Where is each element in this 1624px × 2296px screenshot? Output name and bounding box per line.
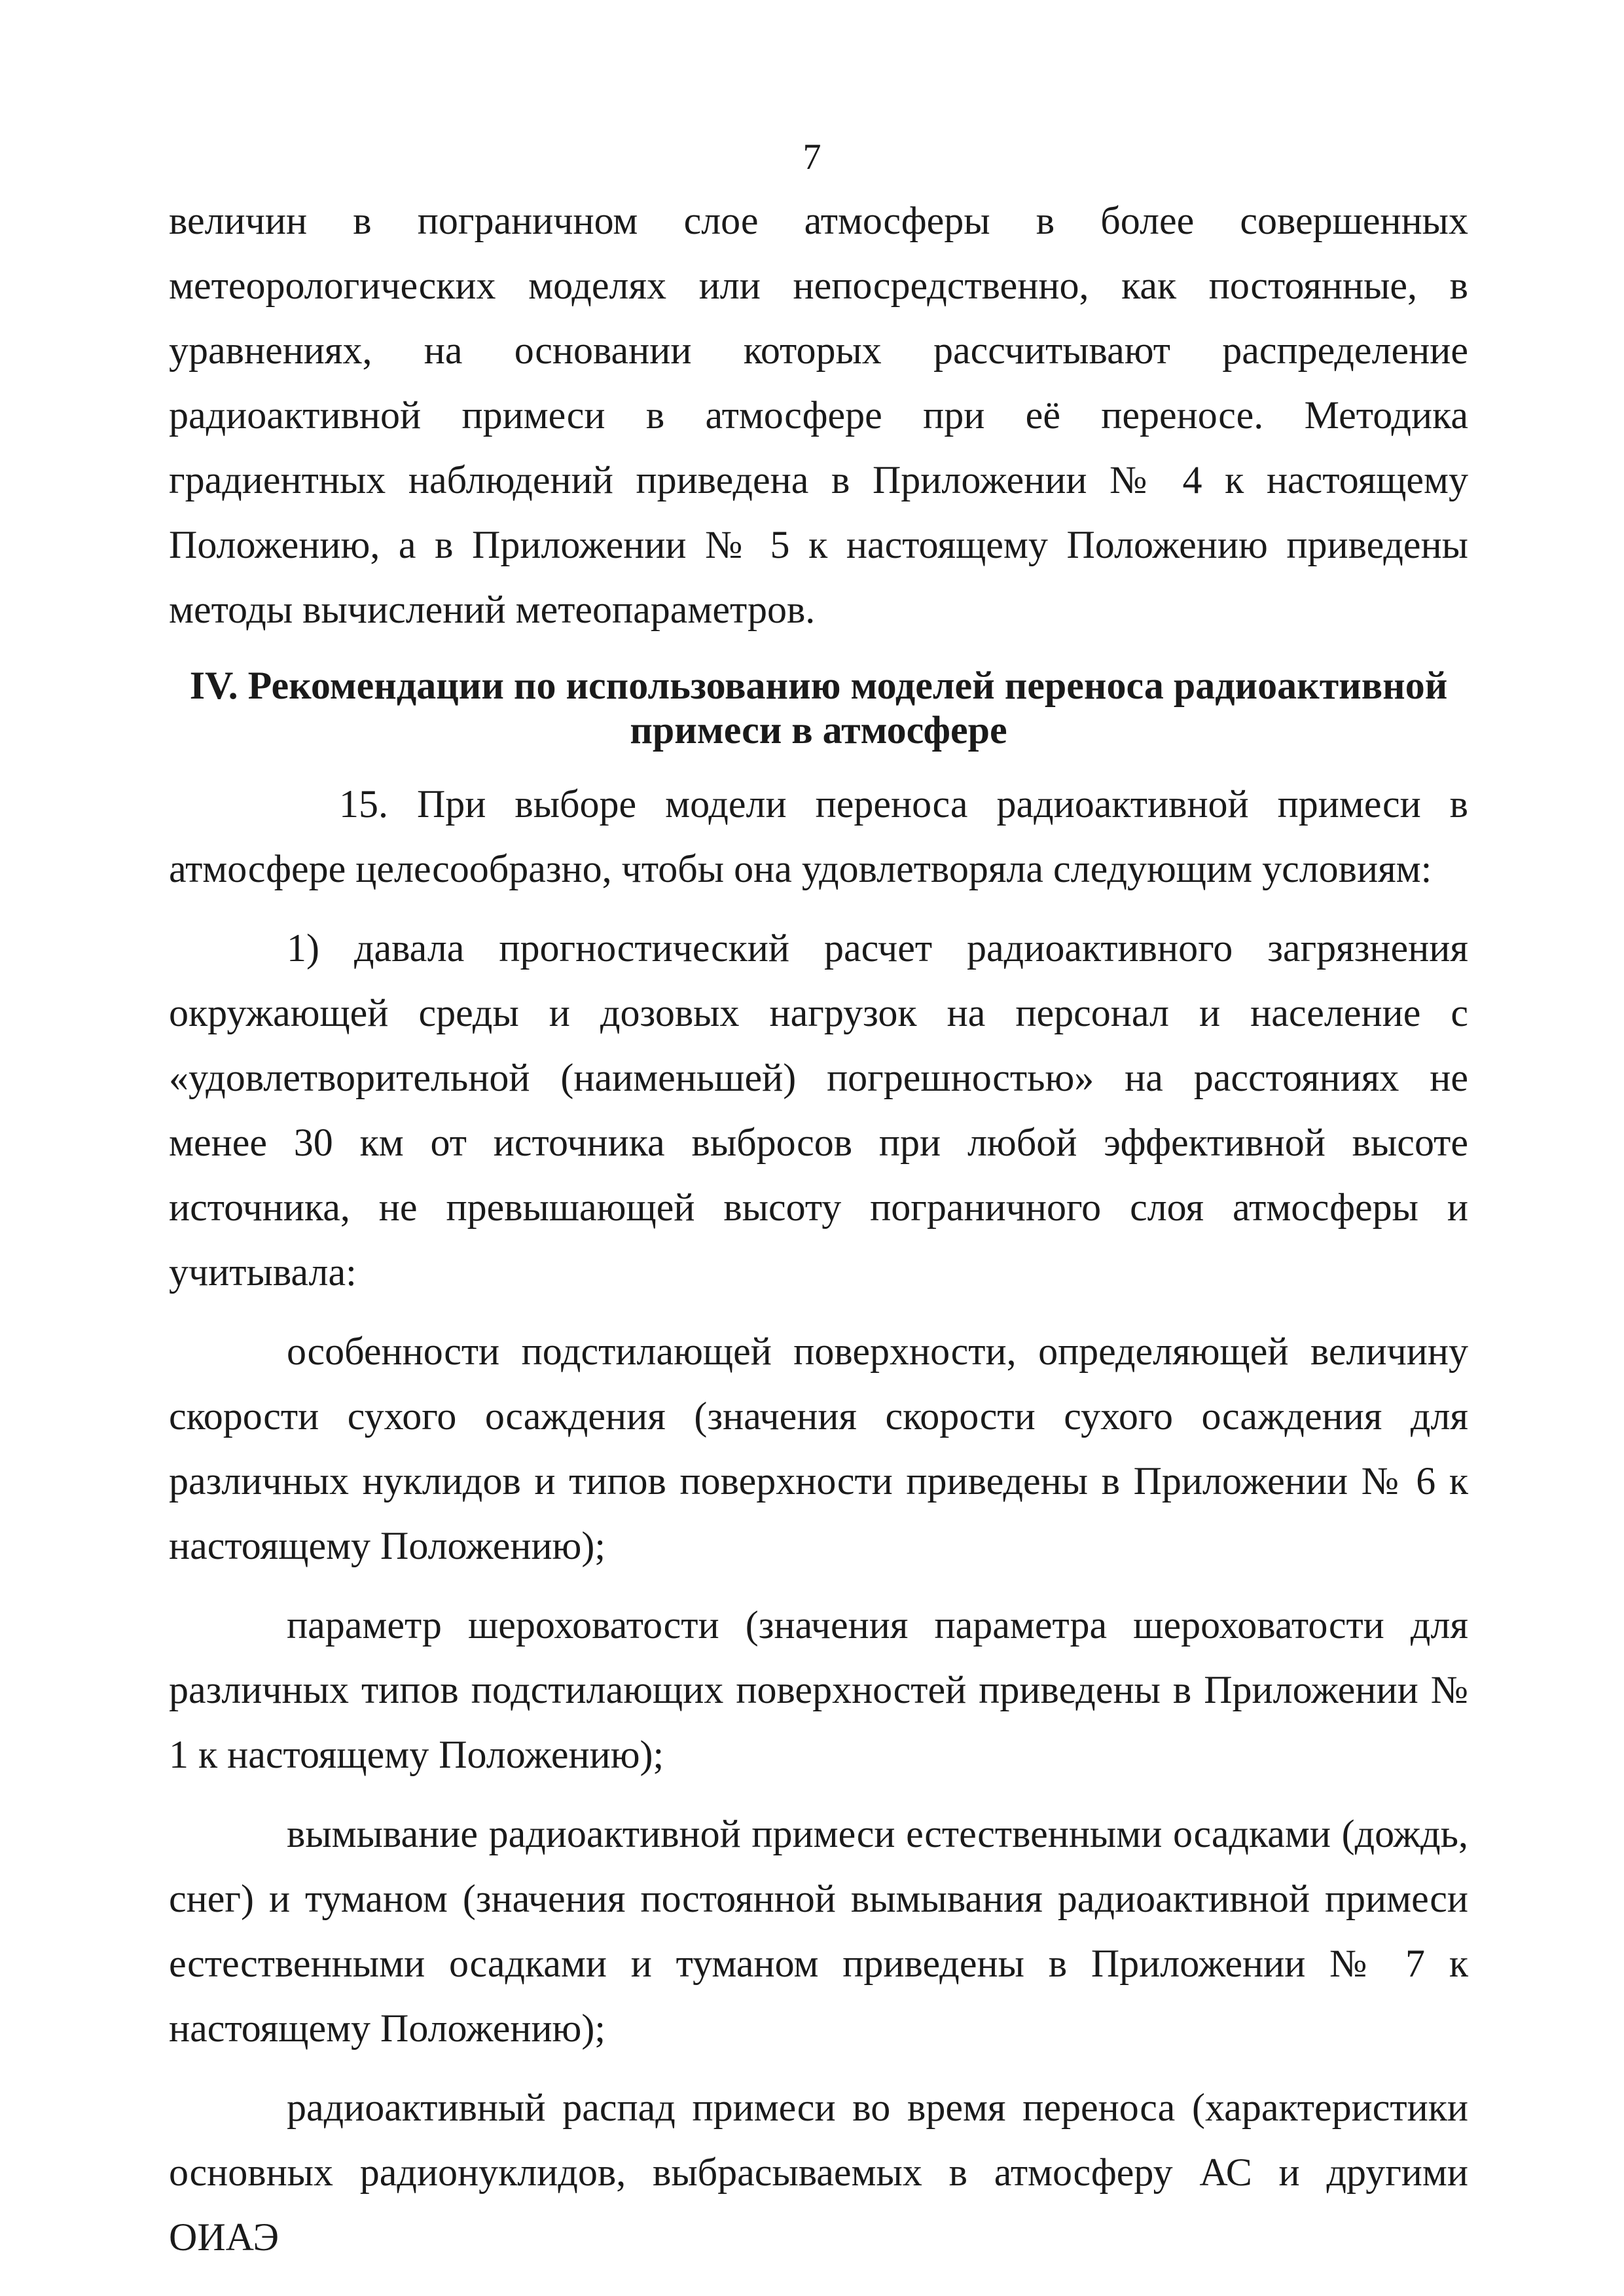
section-heading-line-2: примеси в атмосфере: [630, 708, 1007, 752]
sub-item-decay: радиоактивный распад примеси во время переноса (характеристики основных радионуклидов, выбрасываемых в атмосферу АС и другими ОИАЭ: [169, 2086, 1468, 2259]
section-heading: [169, 663, 1468, 752]
sub-item-washout: вымывание радиоактивной примеси естественными осадками (дождь, снег) и туманом (значения постоянной вымывания радиоактивной примеси естественными осадками и туманом приведены в Приложении № 7 к настоящему Положению);: [169, 1812, 1468, 2050]
sub-item-roughness: параметр шероховатости (значения параметра шероховатости для различных типов подстилающих поверхностей приведены в Приложении № 1 к настоящему Положению);: [169, 1603, 1468, 1776]
list-item-1: 1) давала прогностический расчет радиоактивного загрязнения окружающей среды и дозовых нагрузок на персонал и население с «удовлетворительной (наименьшей) погрешностью» на расстояниях не менее 30 км от источника выбросов при любой эффективной высоте источника, не превышающей высоту пограничного слоя атмосферы и учитывала:: [169, 926, 1468, 1294]
sub-item-surface: особенности подстилающей поверхности, определяющей величину скорости сухого осаждения (значения скорости сухого осаждения для различных нуклидов и типов поверхности приведены в Приложении № 6 к настоящему Положению);: [169, 1330, 1468, 1567]
paragraph-15: 15. При выборе модели переноса радиоактивной примеси в атмосфере целесообразно, чтобы она удовлетворяла следующим условиям:: [169, 782, 1468, 890]
document-body: [169, 189, 1468, 2270]
section-heading-line-1: IV. Рекомендации по использованию моделей переноса радиоактивной: [189, 664, 1448, 707]
paragraph-continuation: величин в пограничном слое атмосферы в более совершенных метеорологических моделях или непосредственно, как постоянные, в уравнениях, на основании которых рассчитывают распределение радиоактивной примеси в атмосфере при её переносе. Методика градиентных наблюдений приведена в Приложении № 4 к настоящему Положению, а в Приложении № 5 к настоящему Положению приведены методы вычислений метеопараметров.: [169, 199, 1468, 631]
page-number: 7: [803, 137, 821, 177]
